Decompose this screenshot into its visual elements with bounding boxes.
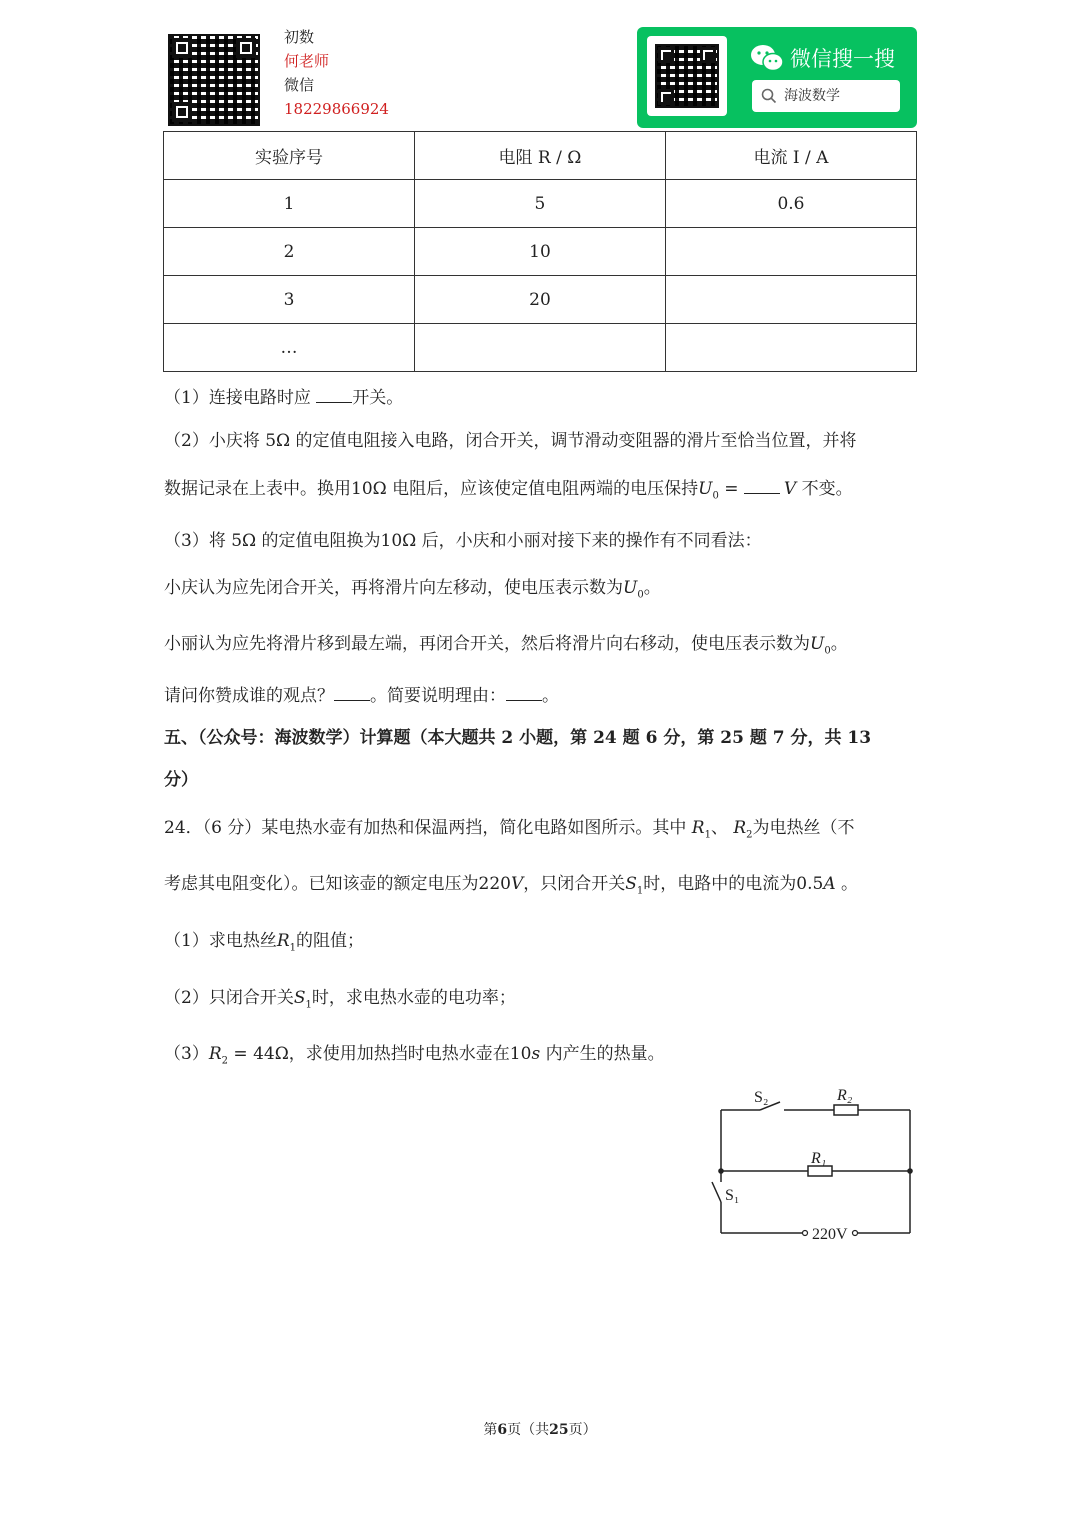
q24-p3-text: ，求使用加热挡时电热水壶在10 [288,1044,532,1064]
q24-part2 [164,983,516,1010]
table-cell: 10 [414,228,665,276]
q24-part1 [164,926,364,953]
circuit-diagram [700,1080,930,1250]
table-cell: 0.6 [665,180,916,228]
section-5-heading: 五、（公众号：海波数学）计算题（本大题共 2 小题，第 24 题 6 分，第 25 题 7 分，共 13 [164,728,872,748]
table-cell: … [164,324,415,372]
table-cell: 1 [164,180,415,228]
q24-r1: R [691,818,705,838]
switch-s1 [712,1182,721,1202]
question-2-line2 [164,474,853,501]
wechat-card-title: 微信搜一搜 [790,47,895,71]
contact-phone: 18229866924 [284,100,389,118]
question-1 [164,383,403,408]
contact-info [284,25,389,121]
wechat-search-card[interactable] [637,27,917,128]
table-cell: 2 [164,228,415,276]
page-footer [0,1419,1080,1439]
search-icon [761,88,777,104]
junction-right [907,1168,913,1174]
q24-s1: S [625,874,637,894]
q3-reason: 。简要说明理由： [370,686,506,706]
q3-var: U [810,634,825,654]
table-cell [665,228,916,276]
footer-text: 页） [568,1422,597,1438]
q24-part3 [164,1039,665,1066]
contact-wechat-label: 微信 [284,76,315,94]
q24-text: 考虑其电阻变化）。已知该壶的额定电压为220 [164,874,511,894]
table-header-cell: 电阻 R / Ω [414,132,665,180]
q24-p3-sub: 2 [221,1055,229,1067]
answer-blank[interactable] [506,686,542,701]
page-total: 25 [549,1422,569,1438]
q24-p3-eq: = 44Ω [228,1044,289,1064]
table-header-row [164,132,917,180]
page-number: 6 [497,1422,508,1438]
q3-var: U [623,578,638,598]
table-cell: 3 [164,276,415,324]
q24-p2-text: （2）只闭合开关 [164,988,294,1008]
table-row [164,276,917,324]
q24-p2-end: 时，求电热水壶的电功率； [311,988,516,1008]
q24-text-end: 为电热丝（不 [752,818,855,838]
table-cell: 5 [414,180,665,228]
q3-end: 。 [643,578,661,598]
question-3-line3 [164,629,848,656]
wechat-qr-code [647,36,727,116]
q24-p2-sub: 1 [305,999,312,1011]
footer-text: 第 [483,1422,498,1438]
table-cell [665,324,916,372]
q24-r1-sub: 1 [704,829,711,841]
resistor-r1 [808,1166,832,1176]
q24-s1-sub: 1 [636,885,644,897]
q3-xiaoqing-text: 小庆认为应先闭合开关，再将滑片向左移动，使电压表示数为 [164,578,623,598]
contact-subject: 初数 [284,28,315,46]
table-row [164,228,917,276]
q24-r2: R [733,818,747,838]
section-5-heading-cont: 分） [164,770,198,790]
label-voltage: 220V [812,1226,848,1243]
footer-text: 页（共 [507,1422,550,1438]
answer-blank[interactable] [316,388,352,403]
q24-p1-end: 的阻值； [296,931,365,951]
question-3-line2 [164,573,661,600]
q2-var: U [698,479,713,499]
q24-p3-end: 内产生的热量。 [540,1044,665,1064]
question-3-line4 [164,681,559,706]
question-3-line1: （3）将 5Ω 的定值电阻换为10Ω 后，小庆和小丽对接下来的操作有不同看法： [164,531,762,551]
q2-eq: = [718,479,744,499]
table-cell [665,276,916,324]
question-2-line1: （2）小庆将 5Ω 的定值电阻接入电路，闭合开关，调节滑动变阻器的滑片至恰当位置，并将 [164,431,857,451]
q2-text-end: 不变。 [796,479,853,499]
table-row [164,324,917,372]
contact-teacher: 何老师 [284,52,330,70]
q24-text: 时，电路中的电流为0.5 [643,874,824,894]
q2-unit: V [783,479,797,499]
q24-p1-r: R [276,931,290,951]
q24-p3-text: （3） [164,1044,209,1064]
wechat-search-box[interactable] [752,80,900,112]
table-header-cell: 实验序号 [164,132,415,180]
q24-p3-r: R [208,1044,222,1064]
wechat-search-text: 海波数学 [784,88,840,104]
q3-ask: 请问你赞成谁的观点？ [164,686,334,706]
q24-text-end: 。 [835,874,858,894]
q1-text-end: 开关。 [352,388,404,408]
q24-r2-sub: 2 [746,829,753,841]
label-s2: S₂ [754,1089,769,1106]
answer-blank[interactable] [744,479,780,494]
table-cell: 20 [414,276,665,324]
terminal-left [803,1231,808,1236]
q24-p1-sub: 1 [289,942,297,954]
experiment-table [163,131,917,372]
qr-code-left [168,34,260,126]
resistor-r2 [834,1105,858,1115]
terminal-right [853,1231,858,1236]
q2-sub: 0 [712,490,719,502]
label-r1: R₁ [811,1150,827,1167]
q3-end: 。 [542,686,559,706]
answer-blank[interactable] [334,686,370,701]
q3-xiaoli-text: 小丽认为应先将滑片移到最左端，再闭合开关，然后将滑片向右移动，使电压表示数为 [164,634,810,654]
q24-line1 [164,813,855,840]
q24-sep: 、 [710,818,728,838]
q24-text: ，只闭合开关 [523,874,626,894]
table-header-cell: 电流 I / A [665,132,916,180]
q24-p3-s: s [531,1044,541,1064]
q24-text: 24．（6 分）某电热水壶有加热和保温两挡，简化电路如图所示。其中 [164,818,687,838]
label-s1: S₁ [725,1187,740,1204]
q2-text: 数据记录在上表中。换用10Ω 电阻后，应该使定值电阻两端的电压保持 [164,479,699,499]
q24-line2 [164,869,858,896]
q24-unit-a: A [823,874,836,894]
q24-p2-s: S [293,988,306,1008]
q24-p1-text: （1）求电热丝 [164,931,277,951]
q1-text: （1）连接电路时应 [164,388,311,408]
junction-left [718,1168,724,1174]
table-cell [414,324,665,372]
table-row [164,180,917,228]
q3-end: 。 [830,634,848,654]
q24-unit-v: V [510,874,524,894]
q3-sub: 0 [637,589,644,601]
wechat-logo-icon [749,43,785,73]
q3-sub: 0 [824,645,831,657]
label-r2: R₂ [837,1087,853,1104]
